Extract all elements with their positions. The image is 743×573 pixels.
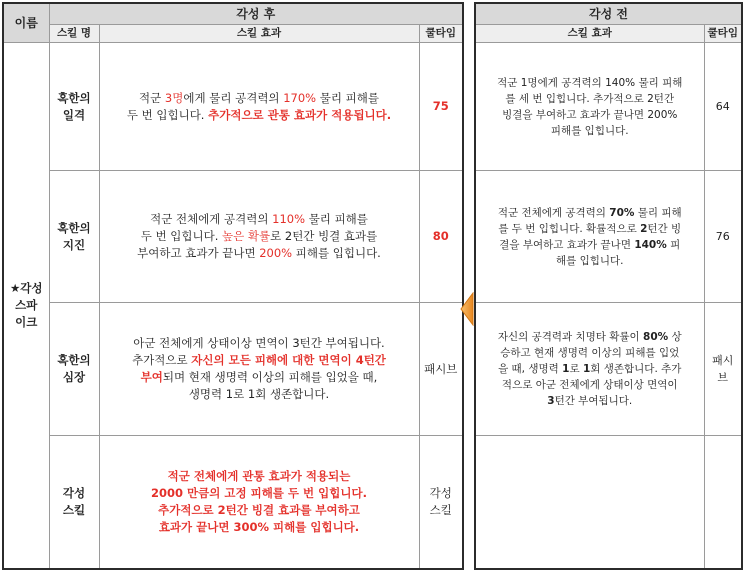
effect-text: 200% <box>259 246 293 260</box>
effect-text: 상 <box>668 331 682 343</box>
effect-text: 에게 물리 공격력의 <box>183 90 284 105</box>
arrow-left-icon <box>460 292 474 326</box>
effect-line <box>480 75 700 91</box>
effect-text: 를 두 번 입힙니다. 확률적으로 <box>498 222 641 235</box>
effect-text: 두 번 입힙니다. <box>126 107 209 122</box>
effect-line <box>104 369 415 386</box>
skill-effect <box>99 43 419 171</box>
effect-text: 적군 <box>139 90 165 105</box>
cooldown-value <box>419 436 463 569</box>
effect-text: 적군 1명에게 공격력의 140% 물리 피해 <box>497 76 683 89</box>
table-row <box>3 436 463 569</box>
skill-effect-header: 스킬 효과 <box>99 25 419 43</box>
effect-text: 로 2턴간 빙결 효과를 <box>270 229 378 243</box>
effect-text: 해를 입힙니다. <box>555 254 624 267</box>
cooldown-line: 스킬 <box>429 502 452 517</box>
effect-line <box>104 228 415 245</box>
effect-text: 자신의 공격력과 치명타 확률이 <box>497 331 644 343</box>
effect-line <box>104 335 415 352</box>
skill-name: 혹한의 일격 <box>49 43 99 171</box>
effect-line <box>480 377 700 393</box>
effect-text: 피해를 입힙니다. <box>550 124 629 137</box>
skill-effect <box>475 436 704 569</box>
table-row <box>3 171 463 303</box>
effect-text: 140% <box>634 238 667 251</box>
cooldown-value: 패시브 <box>419 303 463 436</box>
cooldown-header: 쿨타임 <box>704 25 742 43</box>
effect-line <box>480 393 700 409</box>
effect-line <box>480 237 700 253</box>
effect-text: 2000 만큼의 고정 피해를 두 번 입힙니다. <box>151 485 367 500</box>
effect-text: 턴간 빙 <box>647 222 682 235</box>
effect-text: 170% <box>283 90 317 105</box>
effect-text: 물리 피해 <box>634 206 682 219</box>
effect-text: 추가적으로 <box>132 353 192 367</box>
table-row <box>475 43 742 171</box>
skill-effect-header: 스킬 효과 <box>475 25 704 43</box>
cooldown-value <box>704 436 742 569</box>
effect-line <box>480 123 700 139</box>
effect-text: 부여 <box>140 370 163 384</box>
effect-text: 부여하고 효과가 끝나면 <box>137 246 260 260</box>
cooldown-value: 패시브 <box>704 303 742 436</box>
effect-text: 추가적으로 2턴간 빙결 효과를 부여하고 <box>158 502 360 517</box>
effect-line <box>104 519 415 536</box>
skill-name: 혹한의 심장 <box>49 303 99 436</box>
effect-line <box>480 345 700 361</box>
effect-text: 2 <box>640 222 648 235</box>
skill-effect <box>475 171 704 303</box>
effect-text: 두 번 입힙니다. <box>140 229 223 243</box>
effect-text: 승하고 현재 생명력 이상의 피해를 입었 <box>500 347 680 359</box>
effect-text: 결을 부여하고 효과가 끝나면 <box>499 238 635 251</box>
skill-effect <box>99 436 419 569</box>
cooldown-value: 75 <box>419 43 463 171</box>
effect-text: 되며 현재 생명력 이상의 피해를 입었을 때, <box>162 370 378 384</box>
effect-text: 물리 피해를 <box>316 90 379 105</box>
before-title: 각성 전 <box>475 3 742 25</box>
effect-text: 3 <box>547 395 555 407</box>
character-name: ★각성 스파 이크 <box>3 43 49 569</box>
name-header: 이름 <box>3 3 49 43</box>
after-title: 각성 후 <box>49 3 463 25</box>
cooldown-header: 쿨타임 <box>419 25 463 43</box>
before-awakening-table <box>474 2 743 570</box>
effect-text: 빙결을 부여하고 효과가 끝나면 200% <box>502 108 678 121</box>
effect-text: 을 때, 생명력 <box>498 363 563 375</box>
effect-text: 80% <box>643 331 669 343</box>
table-row <box>475 303 742 436</box>
effect-text: 물리 피해를 <box>305 212 368 226</box>
effect-line <box>104 352 415 369</box>
effect-text: 피 <box>666 238 681 251</box>
table-row <box>475 436 742 569</box>
effect-line <box>104 107 415 124</box>
effect-line <box>480 329 700 345</box>
effect-text: 1 <box>562 363 570 375</box>
table-row <box>3 303 463 436</box>
skill-effect <box>475 43 704 171</box>
effect-line <box>480 221 700 237</box>
effect-text: 피해를 입힙니다. <box>292 246 381 260</box>
effect-line <box>104 245 415 262</box>
effect-text: 적군 전체에게 공격력의 <box>150 212 273 226</box>
effect-text: 회 생존합니다. 추가 <box>590 363 682 375</box>
effect-text: 110% <box>272 212 306 226</box>
effect-line <box>480 91 700 107</box>
skill-effect <box>475 303 704 436</box>
table-row <box>3 43 463 171</box>
effect-line <box>104 211 415 228</box>
effect-line <box>480 253 700 269</box>
effect-text: 적군 전체에게 공격력의 <box>497 206 610 219</box>
skill-name: 혹한의 지진 <box>49 171 99 303</box>
cooldown-value: 80 <box>419 171 463 303</box>
cooldown-value: 76 <box>704 171 742 303</box>
effect-line <box>104 468 415 485</box>
effect-text: 턴간 부여됩니다. <box>554 395 633 407</box>
effect-text: 높은 확률 <box>222 229 271 243</box>
effect-line <box>480 205 700 221</box>
effect-line <box>480 107 700 123</box>
skill-effect <box>99 303 419 436</box>
effect-text: 자신의 모든 피해에 대한 면역이 4턴간 <box>191 353 386 367</box>
effect-line <box>104 502 415 519</box>
effect-line <box>104 90 415 107</box>
effect-text: 3명 <box>164 90 184 105</box>
effect-line <box>104 386 415 403</box>
cooldown-line: 각성 <box>429 485 452 500</box>
effect-text: 를 세 번 입힙니다. 추가적으로 2턴간 <box>505 92 675 105</box>
effect-text: 로 <box>569 363 583 375</box>
effect-text: 효과가 끝나면 300% 피해를 입힙니다. <box>158 519 360 534</box>
cooldown-value: 64 <box>704 43 742 171</box>
effect-line <box>104 485 415 502</box>
effect-text: 아군 전체에게 상태이상 면역이 3턴간 부여됩니다. <box>133 336 385 350</box>
table-row <box>475 171 742 303</box>
effect-text: 1 <box>582 363 591 375</box>
skill-name-header: 스킬 명 <box>49 25 99 43</box>
effect-text: 추가적으로 관통 효과가 적용됩니다. <box>208 107 392 122</box>
effect-text: 70% <box>609 206 635 219</box>
skill-name: 각성 스킬 <box>49 436 99 569</box>
effect-text: 생명력 1로 1회 생존합니다. <box>188 387 330 401</box>
after-awakening-table <box>2 2 464 570</box>
effect-text: 적으로 아군 전체에게 상태이상 면역이 <box>501 379 678 391</box>
skill-effect <box>99 171 419 303</box>
effect-text: 적군 전체에게 관통 효과가 적용되는 <box>167 468 351 483</box>
effect-line <box>480 361 700 377</box>
